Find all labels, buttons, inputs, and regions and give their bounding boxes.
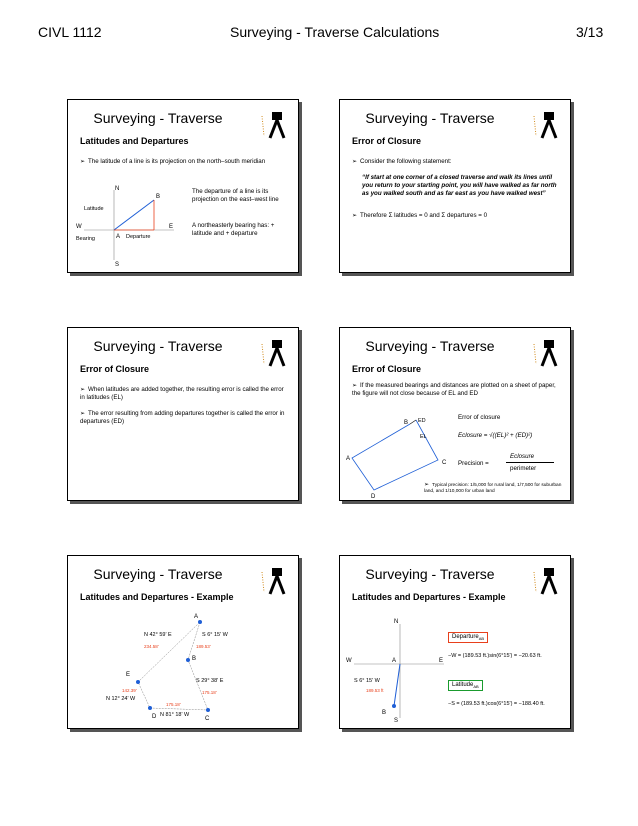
fig-w: W	[76, 224, 82, 230]
page-number: 3/13	[576, 24, 604, 40]
latitude-equation: −S = (189.53 ft.)cos(6°15') = −188.40 ft.	[448, 701, 545, 707]
precision-denominator: perimeter	[510, 465, 537, 472]
fig-a: A	[392, 658, 397, 664]
bearing-ab: S 6° 15' W	[202, 632, 228, 638]
bullet-error-departures: ➢ The error resulting from adding departures together is called the error in departures (ED)	[80, 410, 290, 426]
fraction-bar	[506, 462, 554, 463]
slide-title: Surveying - Traverse	[93, 110, 223, 126]
fig-s: S	[394, 718, 399, 724]
fig-n: N	[115, 186, 120, 192]
fig-e: E	[439, 658, 444, 664]
slide-subtitle: Latitudes and Departures - Example	[352, 592, 506, 602]
slide-subtitle: Error of Closure	[80, 364, 150, 374]
length-ab: 189.53'	[196, 644, 211, 649]
bearing-cd: N 81° 18' W	[160, 712, 190, 718]
fig-w: W	[346, 658, 352, 664]
slide-subtitle: Latitudes and Departures	[80, 136, 189, 146]
fig-b: B	[192, 656, 197, 662]
bullet-consider: ➢ Consider the following statement:	[352, 158, 562, 166]
line-ab-figure	[344, 614, 444, 724]
surveyor-icon	[258, 562, 292, 596]
fig-departure: Departure	[126, 234, 151, 240]
fig-b: B	[382, 710, 387, 716]
traverse-figure	[98, 612, 268, 726]
length-bc: 175.18'	[202, 690, 217, 695]
fig-n: N	[394, 619, 399, 625]
fig-bearing: Bearing	[76, 236, 95, 242]
closure-quote: “If start at one corner of a closed traverse and walk its lines until you return to your starting point, you will have walked as far north as you walked south and as far east as you have walked west”	[362, 174, 557, 197]
bullet-sums-zero: ➢ Therefore Σ latitudes = 0 and Σ departures = 0	[352, 212, 562, 220]
slide-6	[339, 555, 571, 729]
slide-title: Surveying - Traverse	[93, 566, 223, 582]
fig-d: D	[152, 714, 157, 720]
length-cd: 175.18'	[166, 702, 181, 707]
fig-a: A	[194, 614, 199, 620]
slide-title: Surveying - Traverse	[365, 110, 495, 126]
slide-2	[339, 99, 571, 273]
bullet-typical-precision: ➢ Typical precision: 1/5,000 for rural land, 1/7,500 for suburban land, and 1/10,000 for urban land	[424, 482, 564, 495]
fig-e: E	[126, 672, 131, 678]
latitude-sub: AB	[473, 684, 479, 690]
fig-s: S	[115, 262, 120, 266]
slide-4	[339, 327, 571, 501]
slide-subtitle: Error of Closure	[352, 364, 422, 374]
fig-b: B	[156, 194, 161, 200]
slide-subtitle: Error of Closure	[352, 136, 422, 146]
surveyor-icon	[258, 106, 292, 140]
surveyor-icon	[530, 562, 564, 596]
slide-subtitle: Latitudes and Departures - Example	[80, 592, 234, 602]
latitude-label: Latitude	[452, 682, 474, 688]
bearing-bc: S 29° 38' E	[196, 678, 224, 684]
fig-el: EL	[420, 434, 427, 440]
length-de: 142.39'	[122, 688, 137, 693]
departure-sub: AB	[478, 636, 485, 642]
fig-latitude: Latitude	[84, 206, 104, 212]
surveyor-icon	[258, 334, 292, 368]
bearing-ea: N 42° 59' E	[144, 632, 172, 638]
fig-b: B	[404, 420, 409, 426]
slide-1	[67, 99, 299, 273]
latitude-departure-figure	[74, 182, 184, 266]
slide-title: Surveying - Traverse	[365, 566, 495, 582]
bullet-northeasterly: A northeasterly bearing has: + latitude and + departure	[192, 222, 275, 237]
fig-bearing: S 6° 15' W	[354, 678, 380, 684]
fig-c: C	[205, 716, 210, 722]
fig-d: D	[371, 494, 376, 498]
precision-label: Precision =	[458, 460, 489, 467]
closure-formula: Eclosure = √((EL)² + (ED)²)	[458, 432, 533, 439]
precision-numerator: Eclosure	[510, 453, 535, 460]
slide-3	[67, 327, 299, 501]
departure-box	[448, 632, 488, 643]
length-ea: 234.58'	[144, 644, 159, 649]
latitude-box	[448, 680, 483, 691]
slide-5	[67, 555, 299, 729]
bullet-error-latitudes: ➢ When latitudes are added together, the resulting error is called the error in latitudes (EL)	[80, 386, 290, 402]
fig-c: C	[442, 460, 447, 466]
surveyor-icon	[530, 334, 564, 368]
surveyor-icon	[530, 106, 564, 140]
departure-label: Departure	[452, 634, 479, 640]
slide-title: Surveying - Traverse	[365, 338, 495, 354]
fig-a: A	[346, 456, 351, 462]
slide-title: Surveying - Traverse	[93, 338, 223, 354]
document-title: Surveying - Traverse Calculations	[230, 24, 440, 40]
error-of-closure-label: Error of closure	[458, 414, 501, 421]
bullet-latitude: ➢ The latitude of a line is its projection on the north–south meridian	[80, 158, 290, 166]
fig-ed: ED	[418, 418, 426, 424]
bearing-de: N 12° 24' W	[106, 696, 136, 702]
fig-length: 189.53 ft	[366, 688, 384, 693]
fig-a: A	[116, 234, 121, 240]
bullet-departure: The departure of a line is its projection on the east–west line	[192, 188, 279, 203]
fig-e: E	[169, 224, 174, 230]
departure-equation: −W = (189.53 ft.)sin(6°15') = −20.63 ft.	[448, 653, 542, 659]
course-code: CIVL 1112	[38, 24, 102, 40]
bullet-plotted: ➢ If the measured bearings and distances are plotted on a sheet of paper, the figure will not close because of EL and ED	[352, 382, 562, 398]
